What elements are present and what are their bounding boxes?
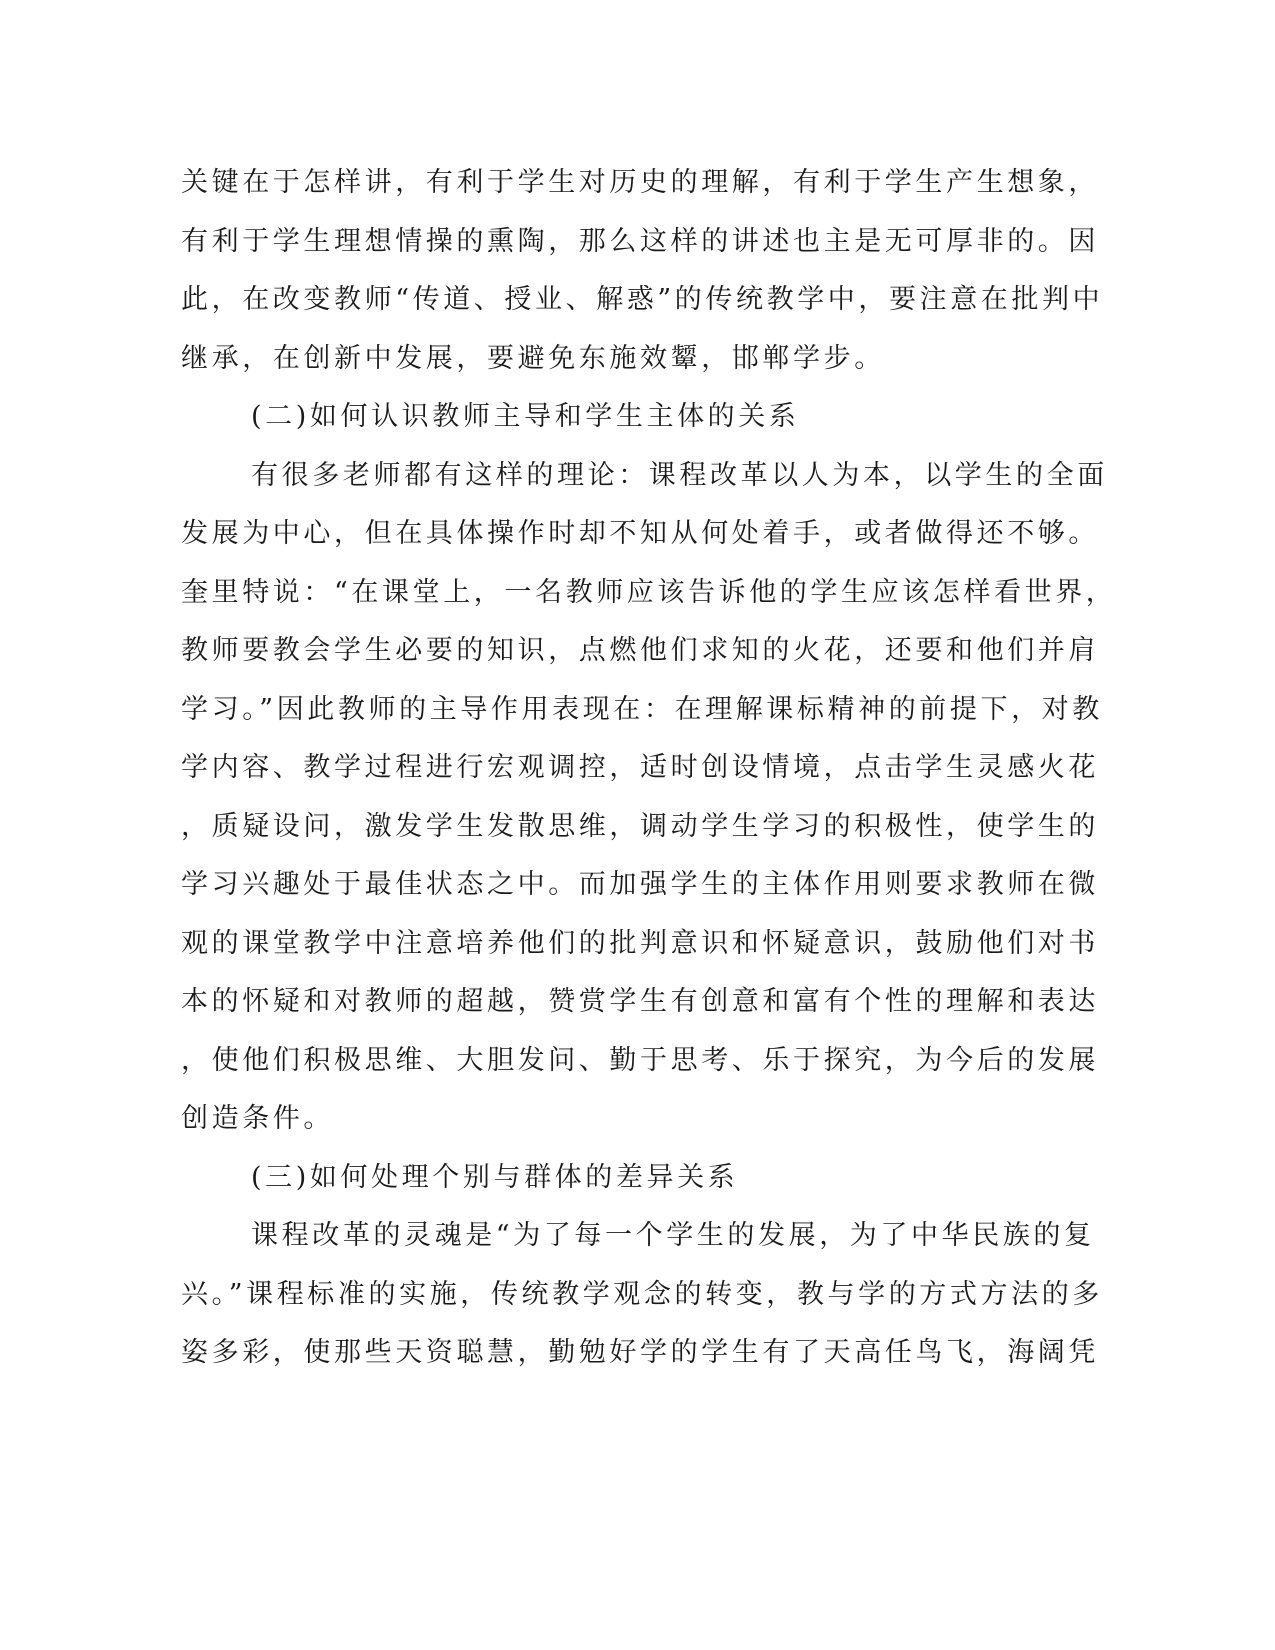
line-text-4: 继承，在创新中发展，要避免东施效颦，邯郸学步。 [181, 343, 885, 374]
heading-text-3: (三)如何处理个别与群体的差异关系 [251, 1162, 739, 1193]
line-text-11: 学内容、教学过程进行宏观调控，适时创设情境，点击学生灵感火花 [181, 752, 1099, 783]
line-text-21: 姿多彩，使那些天资聪慧，勤勉好学的学生有了天高任鸟飞，海阔凭 [181, 1337, 1099, 1368]
line-text-10: 学习。”因此教师的主导作用表现在：在理解课标精神的前提下，对教 [181, 694, 1103, 725]
line-text-1: 关键在于怎样讲，有利于学生对历史的理解，有利于学生产生想象， [181, 167, 1099, 198]
line-text-9: 教师要教会学生必要的知识，点燃他们求知的火花，还要和他们并肩 [181, 635, 1099, 666]
line-text-20: 兴。”课程标准的实施，传统教学观念的转变，教与学的方式方法的多 [181, 1279, 1103, 1310]
line-text-17: 创造条件。 [181, 1103, 334, 1134]
line-text-12: ，质疑设问，激发学生发散思维，调动学生学习的积极性，使学生的 [181, 811, 1099, 842]
line-text-14: 观的课堂教学中注意培养他们的批判意识和怀疑意识，鼓励他们对书 [181, 928, 1099, 959]
line-text-16: ，使他们积极思维、大胆发问、勤于思考、乐于探究，为今后的发展 [181, 1045, 1099, 1076]
line-text-19: 课程改革的灵魂是“为了每一个学生的发展，为了中华民族的复 [251, 1220, 1095, 1251]
line-text-6: 有很多老师都有这样的理论：课程改革以人为本，以学生的全面 [251, 460, 1108, 491]
line-text-7: 发展为中心，但在具体操作时却不知从何处着手，或者做得还不够。 [181, 518, 1099, 549]
heading-text-2: (二)如何认识教师主导和学生主体的关系 [251, 401, 800, 432]
line-text-8: 奎里特说：“在课堂上，一名教师应该告诉他的学生应该怎样看世界， [181, 577, 1117, 608]
line-text-2: 有利于学生理想情操的熏陶，那么这样的讲述也主是无可厚非的。因 [181, 226, 1099, 257]
line-text-13: 学习兴趣处于最佳状态之中。而加强学生的主体作用则要求教师在微 [181, 869, 1099, 900]
line-text-15: 本的怀疑和对教师的超越，赞赏学生有创意和富有个性的理解和表达 [181, 986, 1099, 1017]
line-text-3: 此，在改变教师“传道、授业、解惑”的传统教学中，要注意在批判中 [181, 284, 1104, 315]
